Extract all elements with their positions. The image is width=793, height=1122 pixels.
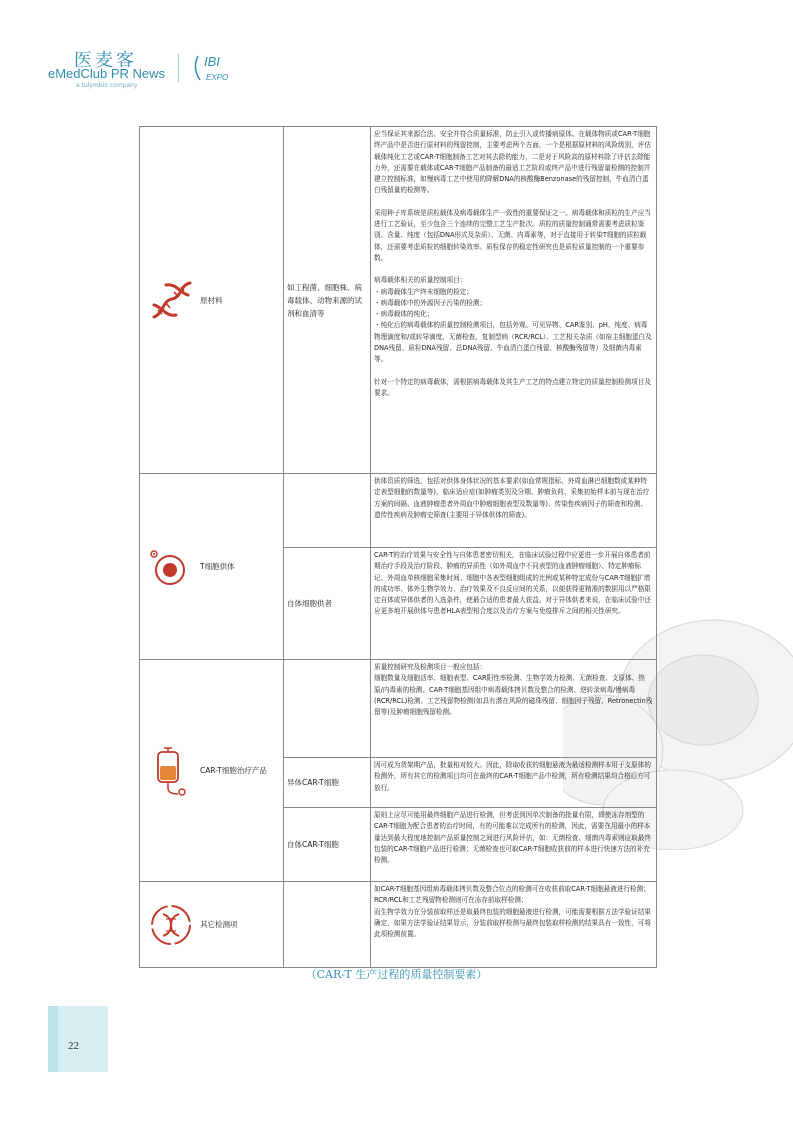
category-label: 原材料 [200,295,223,305]
category-cell [140,474,284,660]
expo-logo-top: IBI [204,54,220,69]
dna-icon [148,277,194,323]
subcategory-cell [284,474,371,548]
content-cell [371,808,657,882]
table-row [140,660,657,758]
ibi-expo-logo [190,48,240,86]
subcategory-cell: 自体细胞供者 [284,548,371,660]
content-paragraph: 采用种子库系统是质粒载体及病毒载体生产一致性的重要保证之一。病毒载体和质粒的生产应当进行工艺验证，至少包含三个连续的完整工艺生产批次。质粒的质量控制通常需要考虑质粒鉴别、含量、纯度（包括DNA形式及杂质）、无菌、内毒素等，对于直接用于转染T细胞的质粒载体，还需要考虑质粒的细胞转染效率。质粒保存的稳定性研究也是质粒质量控制的一个重要参数。 [374,208,651,262]
category-cell [140,127,284,474]
logo-divider [178,54,179,82]
subcategory-cell: 如工程菌、细胞株、病毒载体、动物来源的试剂和血清等 [284,127,371,474]
logo-english: eMedClub PR News [48,66,166,81]
subcategory-cell: 自体CAR-T细胞 [284,808,371,882]
content-cell [371,127,657,474]
content-paragraph: 应当保证其来源合法、安全并符合质量标准，防止引入或传播病原体。在载体物质或CAR-T细胞终产品中是否进行原材料的残留控制，主要考虑两个方面，一个是根据原材料的风险级别，评估载体纯化工艺或CAR-T细胞制备工艺对其去除的能力，二是对于风险高的原材料除了评估去除能力外，还需要在载体或CAR-T细胞产品制备的最适工艺阶段或终产品中进行残留量检测的控制并建立控制标准，如慢病毒工艺中使用的降解DNA的核酸酶Benzonase的残留控制，牛血清白蛋白残留量的检测等。 [374,130,651,195]
content-paragraph: 病毒载体相关的质量控制项目： ・病毒载体生产终末细胞的检定； ・病毒载体中的外源因子污染的检测； ・病毒载体的纯化； ・纯化后的病毒载体的质量控制检测项目，包括外观、可见异物、CAR鉴别、pH、纯度、病毒物理滴度和/或转导滴度、无菌检查、复制型病（RCR/RCL）、工艺相关杂质（如宿主细胞蛋白及DNA残留、质粒DNA残留、总DNA残留、牛血清白蛋白残留、核酸酶残留等）及细菌内毒素等。 [374,276,652,364]
expo-logo-bottom: EXPO [206,73,229,82]
category-label: T细胞供体 [200,562,235,571]
logo-subtitle: a tulymbio company [76,82,138,89]
category-label: CAR-T细胞治疗产品 [200,766,267,775]
subcategory-cell [284,660,371,758]
category-cell [140,660,284,882]
table-row [140,474,657,548]
content-cell [371,660,657,758]
content-paragraph: 针对一个特定的病毒载体，需根据病毒载体及其生产工艺的特点建立特定的质量控制检测项目及要求。 [374,377,651,397]
table-row [140,127,657,474]
page-number: 22 [68,1040,79,1052]
category-cell [140,882,284,968]
logo-chinese: 医麦客 [74,50,137,71]
content-paragraph: 供体资质的筛选，包括对供体身体状况的基本要求(如血常规指标、外周血淋巴细胞数或某种特定表型细胞的数量等)、临床适应症(如肿瘤类别及分期、肿瘤负荷、采集初始样本前与现在治疗方案的间隔、血液肿瘤患者外周血中肿瘤细胞表型及数量等)、传染性疾病因子的筛查和检测、遗传性疾病及肿瘤史筛查(主要用于异体供体的筛查)。 [374,477,650,519]
content-cell [371,758,657,808]
content-cell [371,474,657,548]
category-label: 其它检测项 [200,920,238,929]
content-paragraph: 因可成为货架期产品，批量相对较大。因此，除取收获的细胞悬液为最适检测样本用于支原体的检测外，所有其它的检测项目均可在最终的CAR-T细胞产品中检测，所有检测结果均合格后方可放行。 [374,761,651,792]
content-paragraph: CAR-T的治疗效果与安全性与自体患者密切相关，在临床试验过程中应更进一步开展自体患者前期治疗手段及治疗阶段、肿瘤的异质性（如外周血中不同表型的血液肿瘤细胞）、特定肿瘤标记、外周血单核细胞采集时间、细胞中各表型细胞组成的比例或某种特定成份与CAR-T细胞扩增的成功率、体外生物学效力、治疗效果及不良反应间的关系，以便获得更精准的数据用以严格限定自体或异体供者的入选条件，使最合适的患者最大获益。对于异体供者来说，在临床试验中还应更多地开展供体与患者HLA表型相合度以及治疗方案与免疫排斥之间的相关性研究。 [374,551,651,616]
header-logos [44,44,264,94]
subcategory-cell [284,882,371,968]
content-paragraph: 如CAR-T细胞基因组病毒载体拷贝数及整合位点的检测可在收获前取CAR-T细胞悬液进行检测； RCR/RCL和工艺残留物检测则可在冻存前取样检测； 而生物学效力在分装前取样还是取最终包装的细胞悬液进行检测，可能需要根据方法学验证结果确定，如果方法学验证结果显示，分装前取样检测与最终包装取样检测的结果具有一致性，可将此项检测前置。 [374,885,651,939]
table-row [140,882,657,968]
table-caption: （CAR-T 生产过程的质量控制要素） [305,968,488,981]
blood-bag-icon [148,746,194,796]
subcategory-cell: 异体CAR-T细胞 [284,758,371,808]
content-cell [371,548,657,660]
content-paragraph: 质量控制研究及检测项目一般应包括： 细胞数量及细胞活率、细胞表型、CAR阳性率检测、生物学效力检测、无菌检查、支原体、热原/内毒素的检测、CAR-T细胞基因组中病毒载体拷贝数及整合的检测、逆转录病毒/慢病毒(RCR/RCL)检测、工艺残留物检测(如具有潜在风险的磁珠残留、细胞因子残留、Retronectin残留等)及肿瘤细胞残留检测。 [374,663,653,717]
content-cell [371,882,657,968]
cell-icon [148,544,194,590]
dna-circle-icon [148,902,194,948]
quality-control-table [139,126,657,968]
page-number-block [48,1006,108,1072]
content-paragraph: 原则上应尽可能用最终细胞产品进行检测，但考虑到因单次制备的批量有限，即使冻存剂型的CAR-T细胞为配合患者的治疗时间，有的可能难以完成所有的检测，因此，需要在用最小的样本量达到最大程度地控制产品质量控制之间进行风险评估，如：无菌检查、细菌内毒素则应取最终包装的CAR-T细胞产品进行检测；无菌检查也可取CAR-T细胞收获前的样本进行快速方法的补充检测。 [374,811,651,865]
